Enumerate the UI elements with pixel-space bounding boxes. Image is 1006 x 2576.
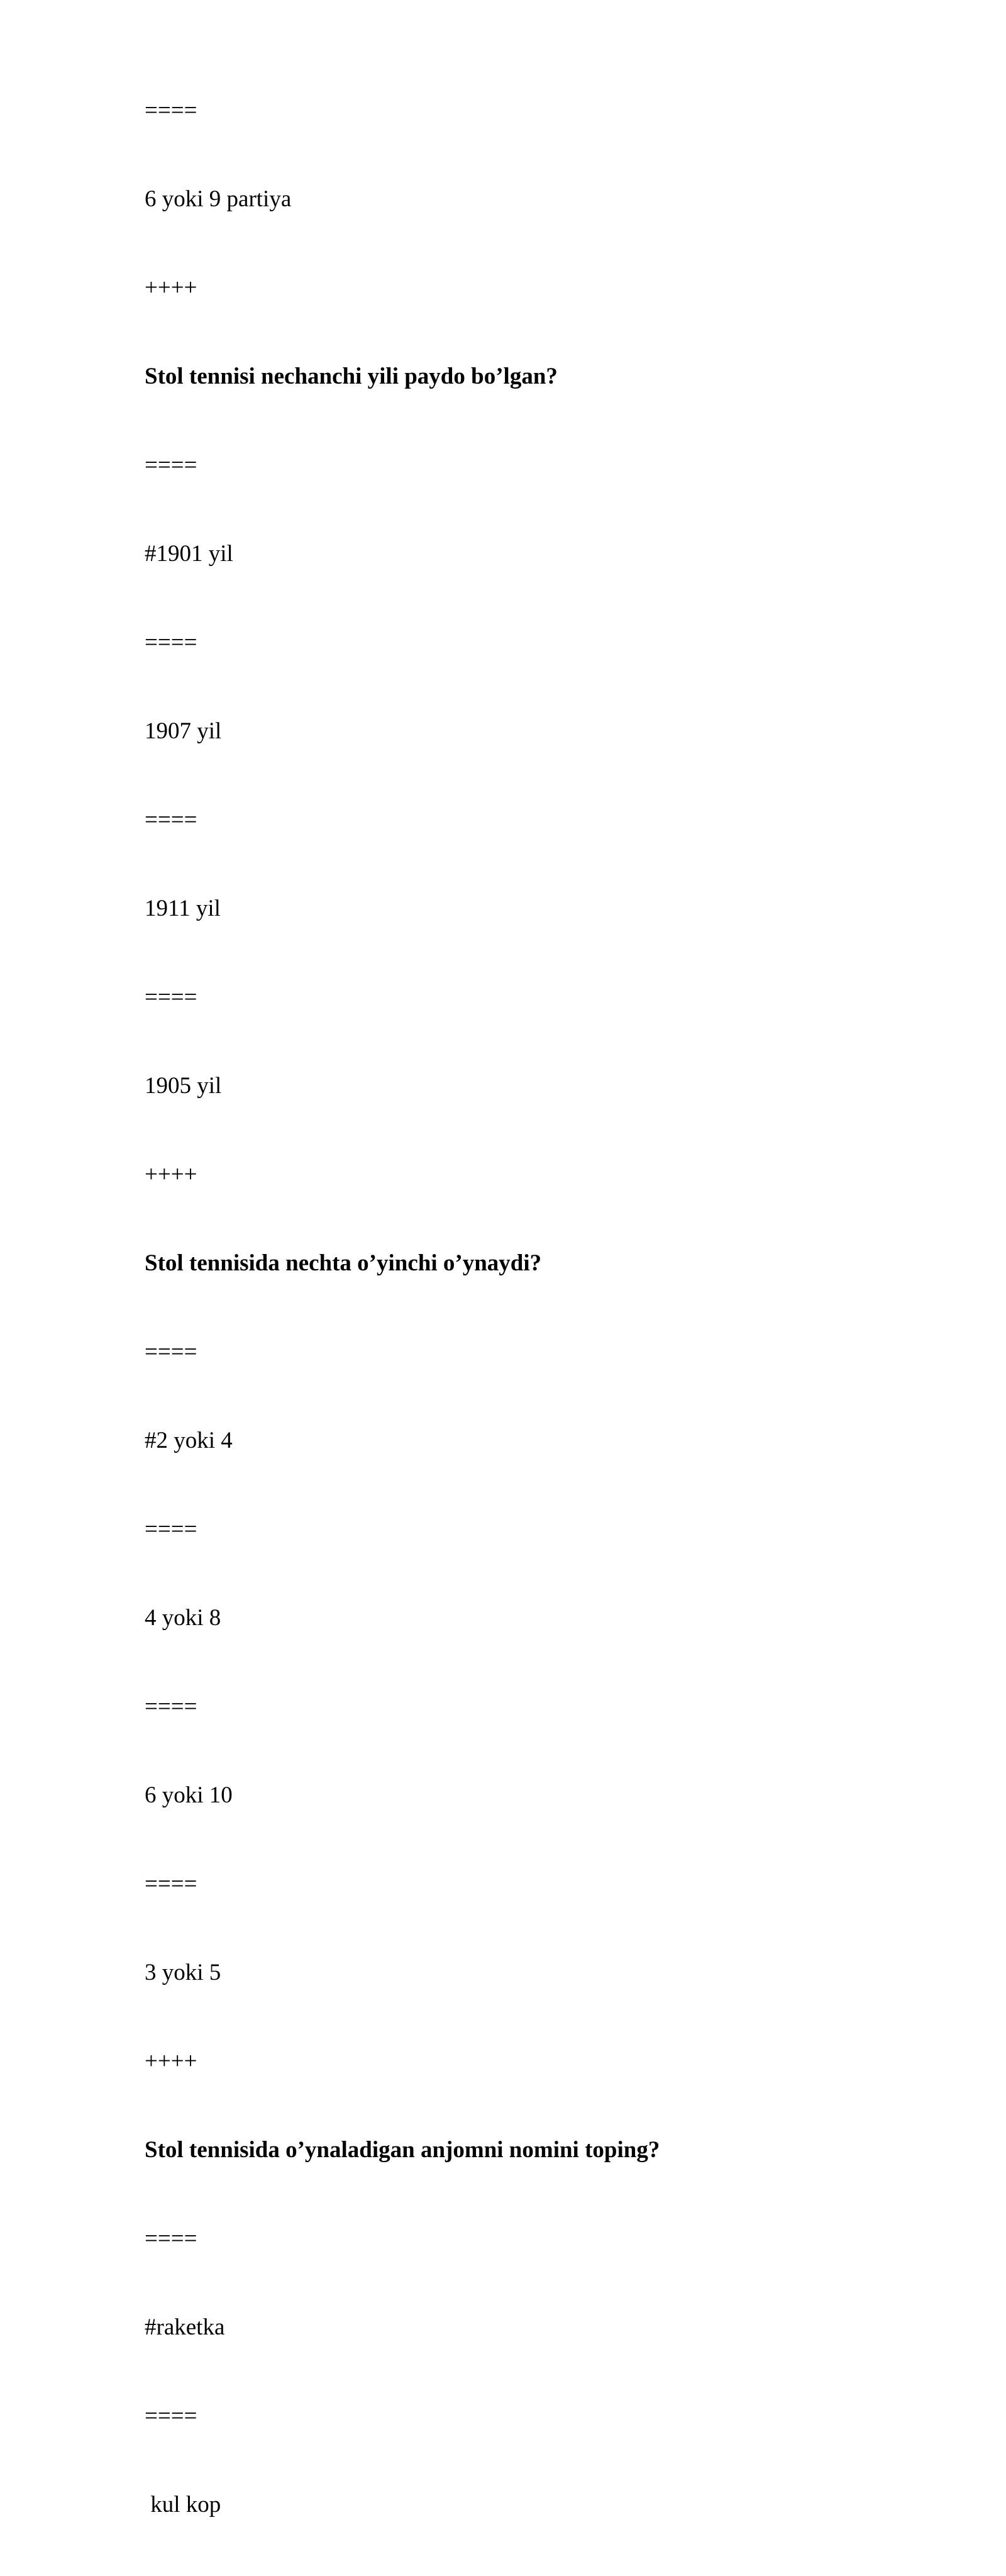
answer-option: 3 yoki 5: [145, 1960, 221, 1985]
question-separator: ++++: [145, 1162, 197, 1187]
separator-line: ====: [145, 2403, 197, 2429]
question-text: Stol tennisida o’ynaladigan anjomni nomini toping?: [145, 2137, 660, 2163]
question-separator: ++++: [145, 275, 197, 301]
separator-line: ====: [145, 452, 197, 478]
answer-option: 1905 yil: [145, 1073, 222, 1099]
question-text: Stol tennisi nechanchi yili paydo bo’lgan?: [145, 364, 558, 389]
answer-option: 1911 yil: [145, 896, 221, 921]
separator-line: ====: [145, 630, 197, 655]
separator-line: ====: [145, 2226, 197, 2251]
separator-line: ====: [145, 1694, 197, 1719]
answer-option: 6 yoki 9 partiya: [145, 186, 292, 212]
answer-option: 1907 yil: [145, 718, 222, 744]
document-body: [145, 93, 899, 2576]
separator-line: ====: [145, 1871, 197, 1897]
answer-option-correct: #2 yoki 4: [145, 1428, 233, 1453]
answer-option: 6 yoki 10: [145, 1782, 233, 1808]
answer-option: 4 yoki 8: [145, 1605, 221, 1631]
separator-line: ====: [145, 1339, 197, 1365]
question-separator: ++++: [145, 2048, 197, 2074]
question-text: Stol tennisida nechta o’yinchi o’ynaydi?: [145, 1250, 542, 1276]
answer-option-correct: #raketka: [145, 2314, 225, 2340]
separator-line: ====: [145, 97, 197, 123]
separator-line: ====: [145, 1516, 197, 1542]
answer-option-correct: #1901 yil: [145, 541, 233, 567]
separator-line: ====: [145, 807, 197, 833]
separator-line: ====: [145, 984, 197, 1010]
answer-option: kul kop: [145, 2492, 221, 2518]
